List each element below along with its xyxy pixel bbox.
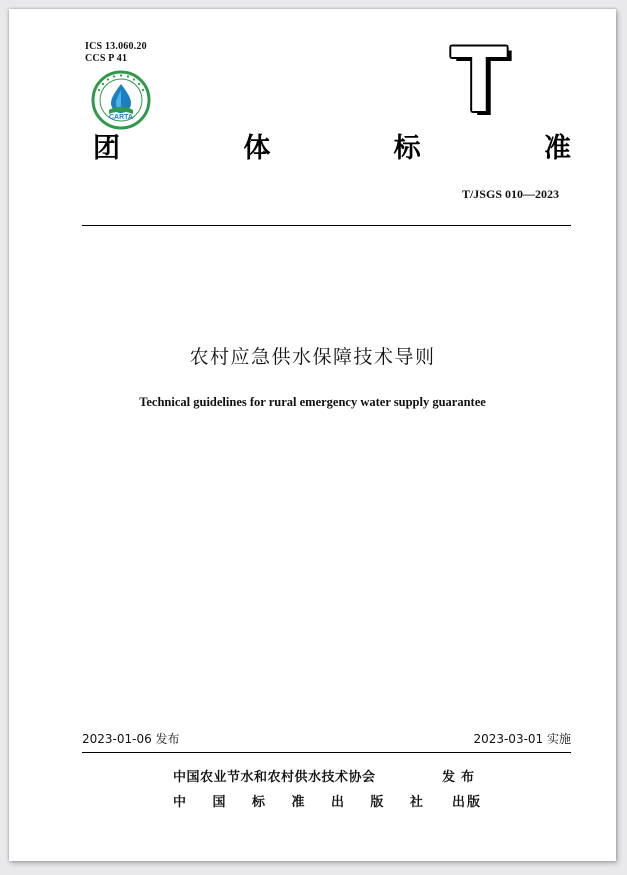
category-char: 体 bbox=[243, 132, 271, 164]
ccs-code: CCS P 41 bbox=[85, 53, 128, 64]
press-char: 标 bbox=[251, 795, 265, 810]
document-title-chinese: 农村应急供水保障技术导则 bbox=[189, 346, 436, 368]
standard-type-letter: T bbox=[450, 26, 508, 131]
implementation-date: 2023-03-01 实施 bbox=[473, 732, 571, 746]
press-char: 国 bbox=[212, 795, 226, 810]
publishing-label: 出版 bbox=[452, 795, 483, 810]
publish-date: 2023-01-06 发布 bbox=[82, 732, 180, 746]
header-divider bbox=[82, 225, 571, 226]
publishing-press bbox=[173, 791, 423, 810]
footer-divider bbox=[82, 752, 571, 753]
issuing-association: 中国农业节水和农村供水技术协会 bbox=[173, 770, 376, 785]
press-char: 出 bbox=[330, 795, 344, 810]
carta-logo bbox=[87, 70, 155, 130]
category-char: 标 bbox=[393, 132, 421, 164]
press-char: 版 bbox=[370, 795, 384, 810]
standard-number: T/JSGS 010—2023 bbox=[461, 187, 559, 201]
standard-category bbox=[93, 125, 571, 165]
document-title-english: Technical guidelines for rural emergency water supply guarantee bbox=[139, 395, 486, 409]
ics-code: ICS 13.060.20 bbox=[85, 41, 147, 52]
document-page bbox=[9, 9, 616, 861]
press-char: 中 bbox=[173, 795, 187, 810]
category-char: 准 bbox=[543, 132, 571, 164]
logo-text: CARTA bbox=[109, 114, 133, 121]
category-char: 团 bbox=[93, 132, 120, 164]
press-char: 社 bbox=[409, 795, 423, 810]
issuing-label: 发布 bbox=[442, 770, 481, 785]
press-char: 准 bbox=[291, 795, 305, 810]
